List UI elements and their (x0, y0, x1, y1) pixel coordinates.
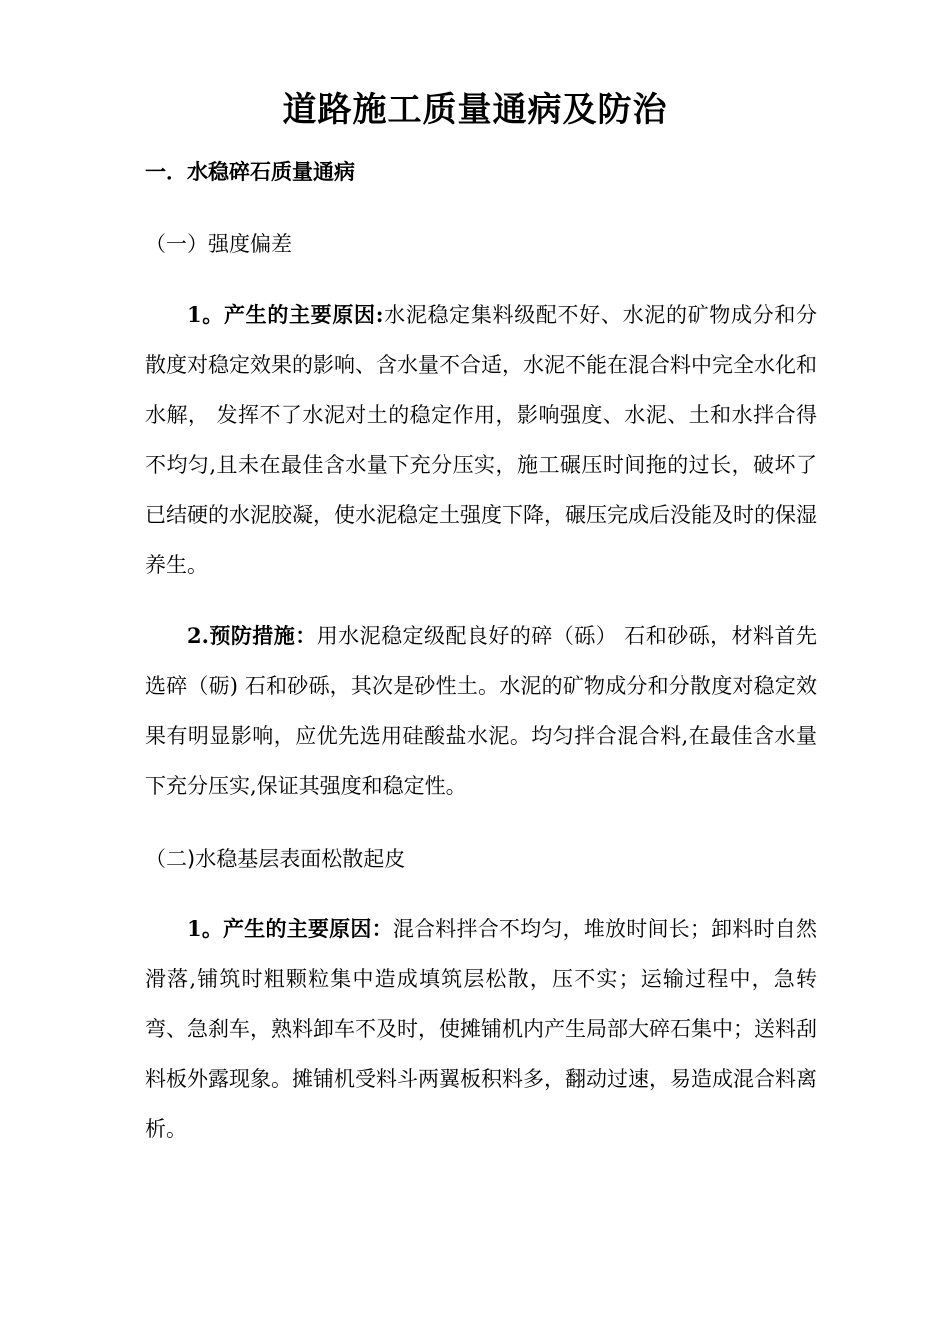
subsection-heading-2: （二)水稳基层表面松散起皮 (145, 847, 406, 871)
paragraph-lead-label: 2.预防措施： (187, 623, 317, 648)
subsection-heading-1: （一）强度偏差 (145, 232, 292, 256)
paragraph-body: 混合料拌合不均匀，堆放时间长；卸料时自然滑落,铺筑时粗颗粒集中造成填筑层松散，压不实；运输过程中，急转弯、急刹车，熟料卸车不及时，使摊铺机内产生局部大碎石集中；送料刮料板外露现象。摊铺机受料斗两翼板积料多，翻动过速，易造成混合料离析。 (145, 917, 817, 1141)
paragraph-body: 用水泥稳定级配良好的碎（砾） 石和砂砾，材料首先选碎（砺) 石和砂砾，其次是砂性土。水泥的矿物成分和分散度对稳定效果有明显影响，应优先选用硅酸盐水泥。均匀拌合混合料,在最佳含水量下充分压实,保证其强度和稳定性。 (145, 624, 817, 798)
section-heading-1: 一．水稳碎石质量通病 (145, 160, 355, 184)
paragraph-body: 水泥稳定集料级配不好、水泥的矿物成分和分散度对稳定效果的影响、含水量不合适，水泥不能在混合料中完全水化和水解， 发挥不了水泥对土的稳定作用，影响强度、水泥、土和水拌合得不均匀,且未在最佳含水量下充分压实，施工碾压时间拖的过长，破坏了已结硬的水泥胶凝，使水泥稳定土强度下降，碾压完成后没能及时的保湿养生。 (145, 303, 818, 577)
paragraph-causes-1 (145, 290, 817, 590)
document-title: 道路施工质量通病及防治 (282, 90, 668, 130)
paragraph-lead-label: 1。产生的主要原因: (187, 302, 384, 327)
paragraph-prevention-1 (145, 611, 817, 811)
paragraph-causes-2 (145, 904, 817, 1154)
paragraph-lead-label: 1。产生的主要原因： (187, 916, 393, 941)
